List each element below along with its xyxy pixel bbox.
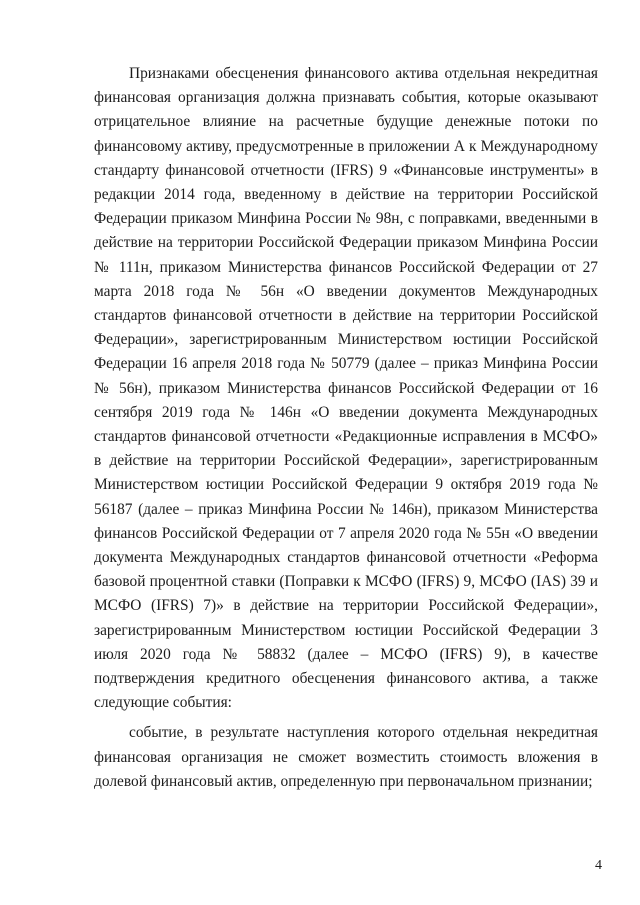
paragraph-impairment-event: событие, в результате наступления которого отдельная некредитная финансовая организация не сможет возместить стоимость вложения в долевой финансовый актив, определенную при первоначальном признании; bbox=[94, 724, 598, 790]
document-body bbox=[94, 62, 598, 794]
page-number: 4 bbox=[595, 858, 602, 873]
paragraph-impairment-criteria: Признаками обесценения финансового актива отдельная некредитная финансовая организация должна признавать события, которые оказывают отрицательное влияние на расчетные будущие денежные потоки по финансовому активу, предусмотренные в приложении А к Международному стандарту финансовой отчетности (IFRS) 9 «Финансовые инструменты» в редакции 2014 года, введенному в действие на территории Российской Федерации приказом Минфина России № 98н, с поправками, введенными в действие на территории Российской Федерации приказом Минфина России № 111н, приказом Министерства финансов Российской Федерации от 27 марта 2018 года № 56н «О введении документов Международных стандартов финансовой отчетности в действие на территории Российской Федерации», зарегистрированным Министерством юстиции Российской Федерации 16 апреля 2018 года № 50779 (далее – приказ Минфина России № 56н), приказом Министерства финансов Российской Федерации от 16 сентября 2019 года № 146н «О введении документа Международных стандартов финансовой отчетности «Редакционные исправления в МСФО» в действие на территории Российской Федерации», зарегистрированным Министерством юстиции Российской Федерации 9 октября 2019 года № 56187 (далее – приказ Минфина России № 146н), приказом Министерства финансов Российской Федерации от 7 апреля 2020 года № 55н «О введении документа Международных стандартов финансовой отчетности «Реформа базовой процентной ставки (Поправки к МСФО (IFRS) 9, МСФО (IAS) 39 и МСФО (IFRS) 7)» в действие на территории Российской Федерации», зарегистрированным Министерством юстиции Российской Федерации 3 июля 2020 года № 58832 (далее – МСФО (IFRS) 9), в качестве подтверждения кредитного обесценения финансового актива, а также следующие события: bbox=[94, 65, 598, 712]
